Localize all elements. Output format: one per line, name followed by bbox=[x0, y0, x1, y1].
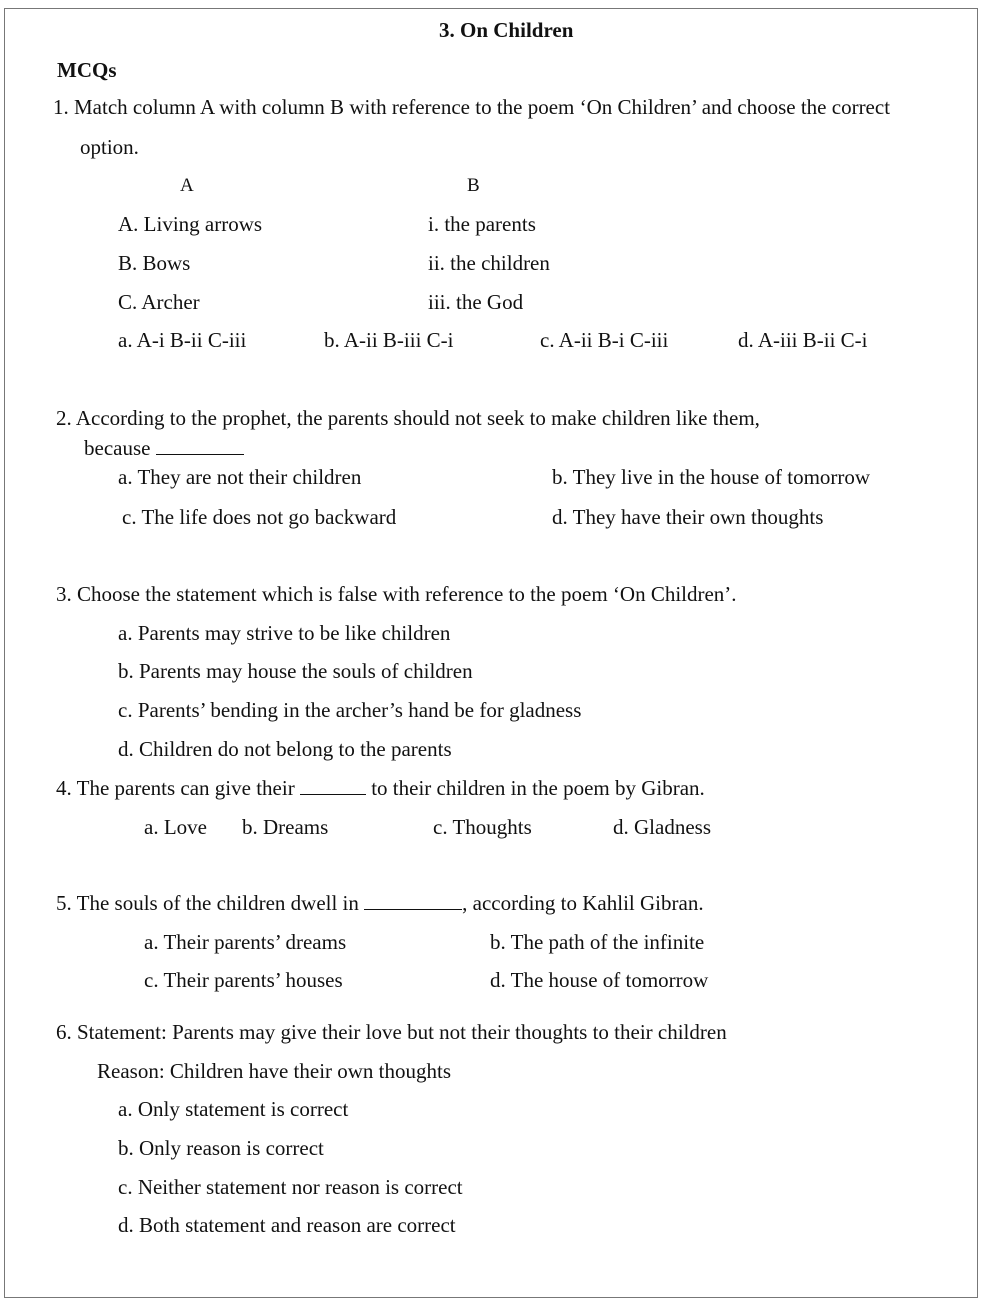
q1-option-d: d. A-iii B-ii C-i bbox=[738, 328, 868, 352]
q4-option-d: d. Gladness bbox=[613, 815, 711, 839]
q1-column-b-header: B bbox=[467, 175, 480, 196]
q6-option-a: a. Only statement is correct bbox=[118, 1097, 349, 1121]
q3-stem: 3. Choose the statement which is false with reference to the poem ‘On Children’. bbox=[56, 582, 737, 606]
q1-column-a-item: A. Living arrows bbox=[118, 212, 263, 236]
q6-reason: Reason: Children have their own thoughts bbox=[97, 1059, 452, 1083]
answer-blank bbox=[364, 908, 462, 910]
q1-option-a: a. A-i B-ii C-iii bbox=[118, 328, 247, 352]
q4-stem: 4. The parents can give their to their children in the poem by Gibran. bbox=[56, 776, 705, 800]
q6-statement: 6. Statement: Parents may give their love but not their thoughts to their children bbox=[56, 1020, 727, 1044]
q1-column-b-item: ii. the children bbox=[428, 251, 550, 275]
q1-option-c: c. A-ii B-i C-iii bbox=[540, 328, 669, 352]
q5-option-d: d. The house of tomorrow bbox=[490, 968, 709, 992]
q6-option-d: d. Both statement and reason are correct bbox=[118, 1213, 456, 1237]
q4-option-a: a. Love bbox=[144, 815, 207, 839]
q2-option-b: b. They live in the house of tomorrow bbox=[552, 465, 871, 489]
q1-stem-line1: 1. Match column A with column B with reference to the poem ‘On Children’ and choose the correct bbox=[53, 95, 891, 119]
q1-column-a-header: A bbox=[180, 175, 194, 196]
q3-option-b: b. Parents may house the souls of children bbox=[118, 659, 473, 683]
q1-column-b-item: i. the parents bbox=[428, 212, 536, 236]
q1-column-a-item: B. Bows bbox=[118, 251, 191, 275]
q3-option-d: d. Children do not belong to the parents bbox=[118, 737, 452, 761]
q5-stem: 5. The souls of the children dwell in , according to Kahlil Gibran. bbox=[56, 891, 704, 915]
q2-stem-line2: because bbox=[84, 438, 244, 459]
q6-option-b: b. Only reason is correct bbox=[118, 1136, 324, 1160]
q2-option-d: d. They have their own thoughts bbox=[552, 505, 824, 529]
q2-option-c: c. The life does not go backward bbox=[122, 505, 397, 529]
answer-blank bbox=[300, 793, 366, 795]
q5-option-a: a. Their parents’ dreams bbox=[144, 930, 347, 954]
q4-option-c: c. Thoughts bbox=[433, 815, 532, 839]
section-heading: MCQs bbox=[57, 58, 117, 82]
q1-stem-line2: option. bbox=[80, 135, 139, 159]
q3-option-a: a. Parents may strive to be like children bbox=[118, 621, 451, 645]
q4-option-b: b. Dreams bbox=[242, 815, 329, 839]
answer-blank bbox=[156, 453, 244, 455]
q1-option-b: b. A-ii B-iii C-i bbox=[324, 328, 454, 352]
q1-column-b-item: iii. the God bbox=[428, 290, 524, 314]
q6-option-c: c. Neither statement nor reason is correct bbox=[118, 1175, 463, 1199]
q3-option-c: c. Parents’ bending in the archer’s hand be for gladness bbox=[118, 698, 582, 722]
q5-option-c: c. Their parents’ houses bbox=[144, 968, 343, 992]
q1-column-a-item: C. Archer bbox=[118, 290, 200, 314]
q2-stem-line1: 2. According to the prophet, the parents should not seek to make children like them, bbox=[56, 406, 760, 430]
q2-option-a: a. They are not their children bbox=[118, 465, 362, 489]
page-title: 3. On Children bbox=[439, 18, 574, 42]
q5-option-b: b. The path of the infinite bbox=[490, 930, 705, 954]
